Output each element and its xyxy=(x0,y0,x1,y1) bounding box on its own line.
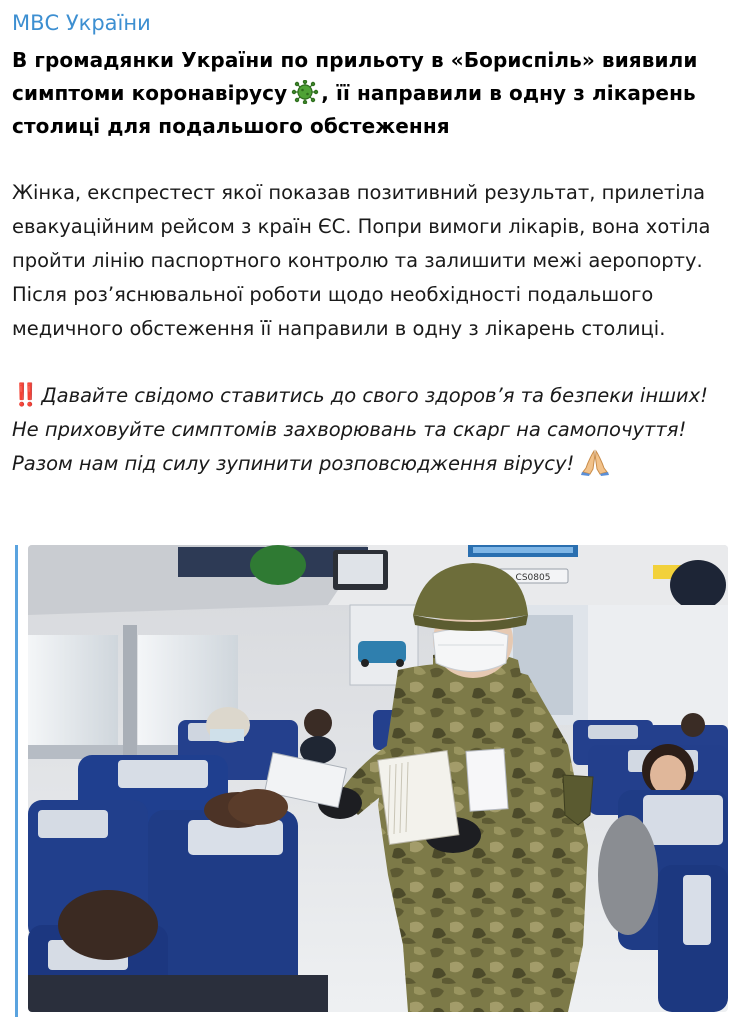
virus-icon xyxy=(290,80,320,104)
train-inspection-photo[interactable] xyxy=(28,545,728,1012)
photo-quote-block xyxy=(15,545,730,1017)
appeal-text: Давайте свідомо ставитись до свого здоров’я та безпеки інших! Не приховуйте симптомів захворювань та скарг на самопочуття! Разом нам під силу зупинити розповсюдження вірусу! xyxy=(12,384,708,475)
post-appeal xyxy=(12,379,740,481)
headline-text-2: , її направили в одну з лікарень столиці для подальшого обстеження xyxy=(12,81,696,138)
post-body: Жінка, експрестест якої показав позитивний результат, прилетіла евакуаційним рейсом з країн ЄС. Попри вимоги лікарів, вона хотіла пройти лінію паспортного контролю та залишити межі аеропорту. Після роз’яснювальної роботи щодо необхідності подальшого медичного обстеження її направили в одну з лікарень столиці. xyxy=(12,181,711,340)
post-headline xyxy=(12,44,740,143)
channel-name-link[interactable]: МВС України xyxy=(12,11,151,35)
headline-text-1: В громадянки України по прильоту в «Бориспіль» виявили симптоми коронавірусу xyxy=(12,48,698,105)
double-exclamation-icon: ‼️ xyxy=(12,383,37,408)
car-number-sign: CS0805 xyxy=(515,573,551,583)
folded-hands-icon xyxy=(578,448,612,476)
